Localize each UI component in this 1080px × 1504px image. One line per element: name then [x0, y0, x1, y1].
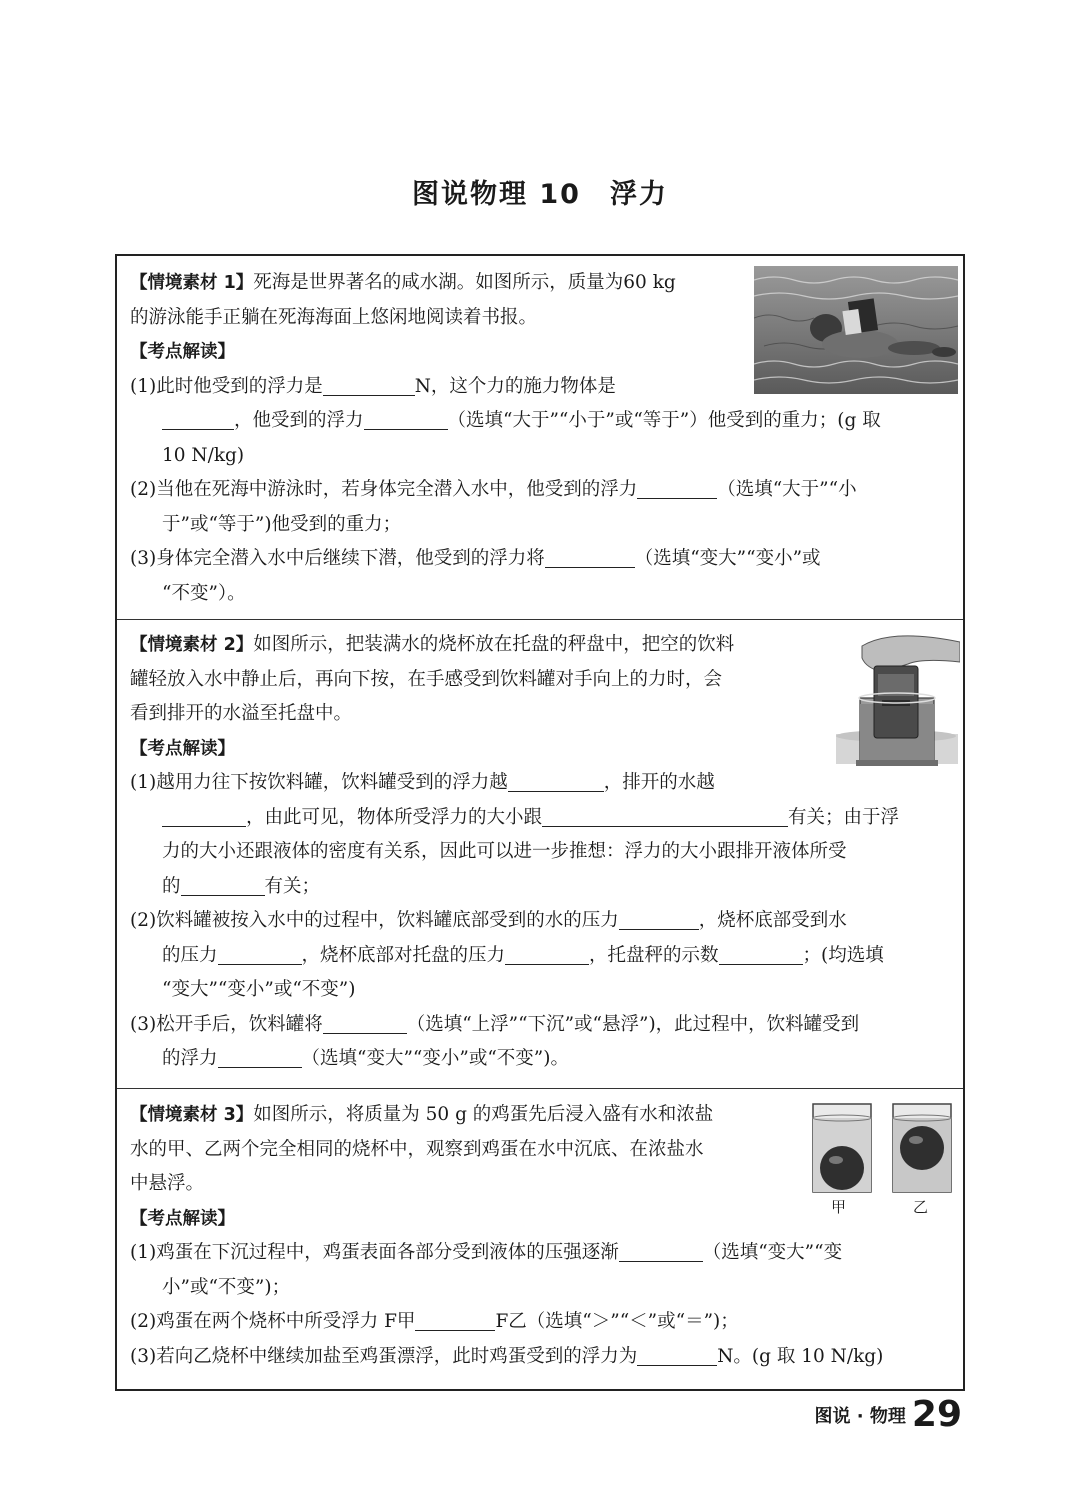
s2-heading: 【考点解读】 — [130, 738, 235, 759]
blank — [181, 875, 265, 896]
s3-heading: 【考点解读】 — [130, 1208, 235, 1229]
page-title: 图说物理 10 浮力 — [412, 179, 668, 210]
label-yi: 乙 — [913, 1198, 929, 1214]
blank — [505, 944, 589, 965]
blank — [323, 375, 415, 396]
blank — [637, 478, 717, 499]
content-frame — [115, 254, 965, 1391]
s3-intro-line-3: 中悬浮。 — [130, 1173, 205, 1194]
swimmer-image — [754, 266, 958, 394]
section-divider-1 — [117, 619, 963, 620]
beaker-can-image — [822, 628, 960, 778]
s2-q1-line-2: ，由此可见，物体所受浮力的大小跟 有关；由于浮 — [130, 801, 953, 836]
blank — [415, 1310, 495, 1331]
photo-egg-beakers — [807, 1098, 957, 1214]
s1-intro-line-2: 的游泳能手正躺在死海海面上悠闲地阅读着书报。 — [130, 306, 538, 328]
s1-heading: 【考点解读】 — [130, 342, 235, 362]
blank — [364, 409, 448, 430]
photo-beaker-can — [822, 628, 960, 778]
s2-intro-line-1: 【情境素材 2】如图所示，把装满水的烧杯放在托盘的秤盘中，把空的饮料 — [130, 634, 735, 655]
s1-q1-line-1: (1)此时他受到的浮力是 N，这个力的施力物体是 — [130, 375, 616, 397]
s1-q3-line-1: (3)身体完全潜入水中后继续下潜，他受到的浮力将 （选填“变大”“变小”或 — [130, 548, 821, 569]
s3-q1-line-1: (1)鸡蛋在下沉过程中，鸡蛋表面各部分受到液体的压强逐渐 （选填“变大”“变 — [130, 1242, 843, 1263]
beaker-jia — [813, 1104, 871, 1192]
blank — [719, 944, 803, 965]
label-jia: 甲 — [831, 1198, 847, 1214]
s2-q3-line-1: (3)松开手后，饮料罐将 （选填“上浮”“下沉”或“悬浮”)，此过程中，饮料罐受到 — [130, 1013, 860, 1035]
blank — [508, 771, 604, 792]
s1-intro-line-1: 【情境素材 1】死海是世界著名的咸水湖。如图所示，质量为60 kg — [130, 272, 676, 293]
blank — [162, 806, 246, 827]
s2-q1-line-1: (1)越用力往下按饮料罐，饮料罐受到的浮力越 ，排开的水越 — [130, 772, 715, 793]
s1-q2-line-2: 于”或“等于”)他受到的重力； — [162, 513, 402, 535]
s3-q1-line-2: 小”或“不变”)； — [162, 1276, 291, 1298]
s3-intro-line-1: 【情境素材 3】如图所示，将质量为 50 g 的鸡蛋先后浸入盛有水和浓盐 — [130, 1104, 714, 1125]
page-footer — [815, 1394, 962, 1435]
photo-dead-sea-swimmer — [754, 266, 958, 394]
blank — [619, 1241, 703, 1262]
s3-q2-line: (2)鸡蛋在两个烧杯中所受浮力 F甲 F乙（选填“＞”“＜”或“＝”)； — [130, 1311, 739, 1332]
s1-q1-line-2: ，他受到的浮力 （选填“大于”“小于”或“等于”）他受到的重力；(g 取 — [130, 404, 953, 439]
s2-q1-line-4: 的 有关； — [162, 875, 321, 897]
section-divider-2 — [117, 1088, 963, 1089]
blank — [619, 909, 699, 930]
s2-q1-line-3: 力的大小还跟液体的密度有关系，因此可以进一步推想：浮力的大小跟排开液体所受 — [162, 841, 847, 862]
s2-q2-line-3: “变大”“变小”或“不变”) — [162, 979, 356, 1000]
blank — [323, 1013, 407, 1034]
s3-q3-line: (3)若向乙烧杯中继续加盐至鸡蛋漂浮，此时鸡蛋受到的浮力为 N。(g 取 10 N/kg) — [130, 1345, 884, 1367]
blank — [218, 1047, 302, 1068]
s2-q2-line-1: (2)饮料罐被按入水中的过程中，饮料罐底部受到的水的压力 ，烧杯底部受到水 — [130, 910, 847, 931]
s3-intro-line-2: 水的甲、乙两个完全相同的烧杯中，观察到鸡蛋在水中沉底、在浓盐水 — [130, 1138, 704, 1160]
blank — [542, 806, 788, 827]
page-number: 29 — [911, 1394, 962, 1435]
s2-intro-line-3: 看到排开的水溢至托盘中。 — [130, 703, 353, 724]
s2-q3-line-2: 的浮力 （选填“变大”“变小”或“不变”)。 — [162, 1048, 569, 1069]
s2-intro-line-2: 罐轻放入水中静止后，再向下按，在手感受到饮料罐对手向上的力时，会 — [130, 668, 723, 690]
blank — [218, 944, 302, 965]
blank — [637, 1345, 717, 1366]
s1-q1-line-3: 10 N/kg) — [162, 444, 245, 466]
blank — [162, 409, 234, 430]
book-name: 图说 · 物理 — [814, 1405, 906, 1427]
s1-q3-line-2: “不变”）。 — [162, 582, 246, 604]
s1-q2-line-1: (2)当他在死海中游泳时，若身体完全潜入水中，他受到的浮力 （选填“大于”“小 — [130, 479, 857, 500]
beaker-yi — [893, 1104, 951, 1192]
blank — [545, 547, 635, 568]
s2-q2-line-2: 的压力 ，烧杯底部对托盘的压力 ，托盘秤的示数 ；(均选填 — [162, 944, 884, 966]
egg-beakers-image — [807, 1098, 957, 1196]
